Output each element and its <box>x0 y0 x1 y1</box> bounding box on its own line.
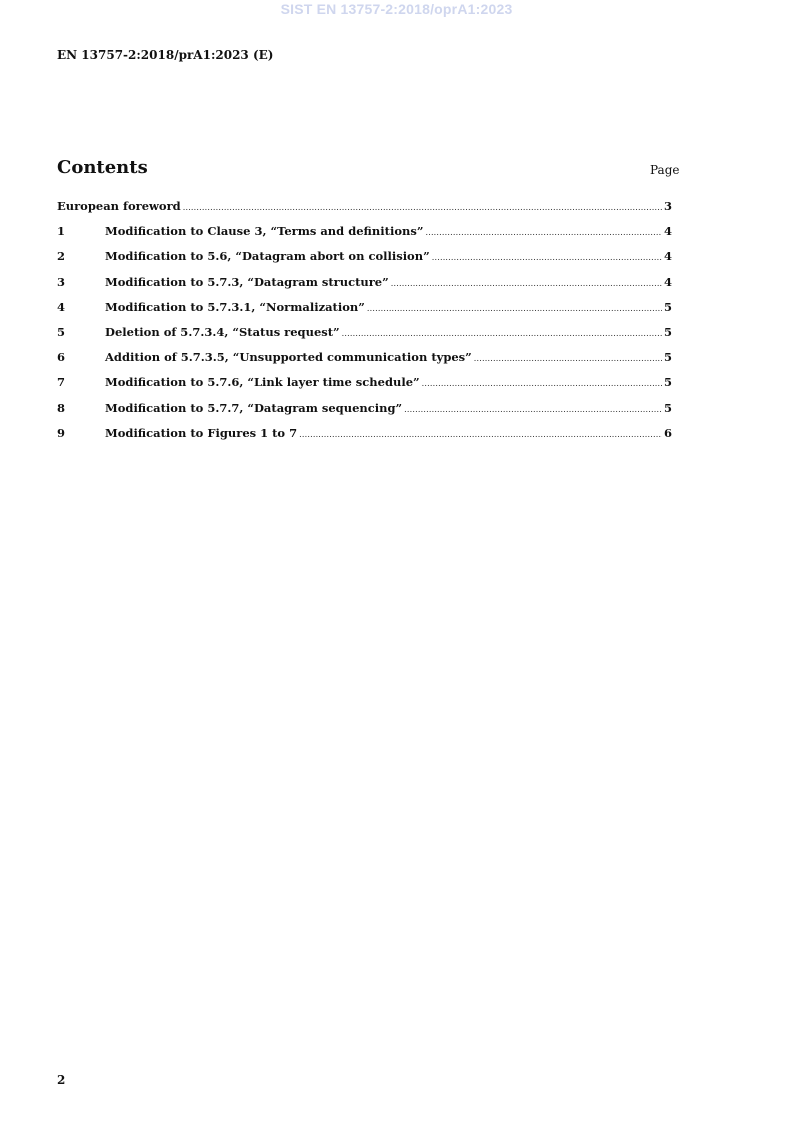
toc-entry-title: European foreword <box>57 199 181 213</box>
toc-entry-title: Modification to Figures 1 to 7 <box>105 425 298 440</box>
toc-entry-7[interactable] <box>57 375 672 400</box>
page-column-label: Page <box>650 163 680 177</box>
toc-entry-number: 3 <box>57 274 66 289</box>
table-of-contents <box>57 199 672 451</box>
toc-entry-number: 6 <box>57 350 66 365</box>
toc-entry-page: 3 <box>663 199 672 213</box>
toc-entry-number: 8 <box>57 400 66 415</box>
toc-entry-title: Modification to 5.7.7, “Datagram sequencing” <box>105 400 403 415</box>
toc-entry-page: 5 <box>663 324 672 339</box>
toc-entry-title: Modification to 5.7.3.1, “Normalization” <box>105 299 365 314</box>
toc-entry-8[interactable] <box>57 401 672 426</box>
toc-entry-4[interactable] <box>57 300 672 325</box>
toc-dot-leader <box>404 405 662 414</box>
toc-entry-page: 4 <box>663 224 672 239</box>
toc-dot-leader <box>474 354 662 363</box>
toc-entry-foreword[interactable] <box>57 199 672 224</box>
toc-entry-page: 5 <box>663 400 672 415</box>
toc-dot-leader <box>183 203 662 212</box>
watermark-text: SIST EN 13757-2:2018/oprA1:2023 <box>280 1 513 17</box>
toc-entry-number: 2 <box>57 249 66 264</box>
toc-dot-leader <box>422 379 662 388</box>
toc-entry-page: 4 <box>663 274 672 289</box>
toc-dot-leader <box>425 228 662 237</box>
toc-entry-title: Addition of 5.7.3.5, “Unsupported communication types” <box>105 350 472 365</box>
toc-entry-1[interactable] <box>57 224 672 249</box>
toc-entry-2[interactable] <box>57 249 672 274</box>
toc-entry-number: 7 <box>57 375 66 390</box>
toc-entry-title: Modification to 5.7.6, “Link layer time schedule” <box>105 375 420 390</box>
toc-entry-title: Modification to 5.7.3, “Datagram structure” <box>105 274 389 289</box>
toc-entry-page: 5 <box>663 350 672 365</box>
toc-entry-number: 4 <box>57 299 66 314</box>
toc-entry-3[interactable] <box>57 275 672 300</box>
toc-entry-5[interactable] <box>57 325 672 350</box>
toc-entry-number: 5 <box>57 324 66 339</box>
toc-entry-title: Deletion of 5.7.3.4, “Status request” <box>105 324 340 339</box>
toc-entry-number: 1 <box>57 224 66 239</box>
toc-entry-6[interactable] <box>57 350 672 375</box>
toc-entry-page: 5 <box>663 299 672 314</box>
toc-dot-leader <box>342 329 662 338</box>
toc-dot-leader <box>299 430 662 439</box>
toc-dot-leader <box>367 304 662 313</box>
toc-dot-leader <box>432 253 662 262</box>
toc-entry-title: Modification to Clause 3, “Terms and definitions” <box>105 224 424 239</box>
contents-heading: Contents <box>57 157 148 178</box>
toc-entry-page: 6 <box>663 425 672 440</box>
page-number: 2 <box>57 1073 66 1087</box>
toc-entry-title: Modification to 5.6, “Datagram abort on collision” <box>105 249 430 264</box>
toc-entry-page: 5 <box>663 375 672 390</box>
toc-entry-number: 9 <box>57 425 66 440</box>
toc-entry-9[interactable] <box>57 426 672 451</box>
toc-entry-page: 4 <box>663 249 672 264</box>
toc-dot-leader <box>391 279 662 288</box>
document-id-header: EN 13757-2:2018/prA1:2023 (E) <box>57 48 274 62</box>
